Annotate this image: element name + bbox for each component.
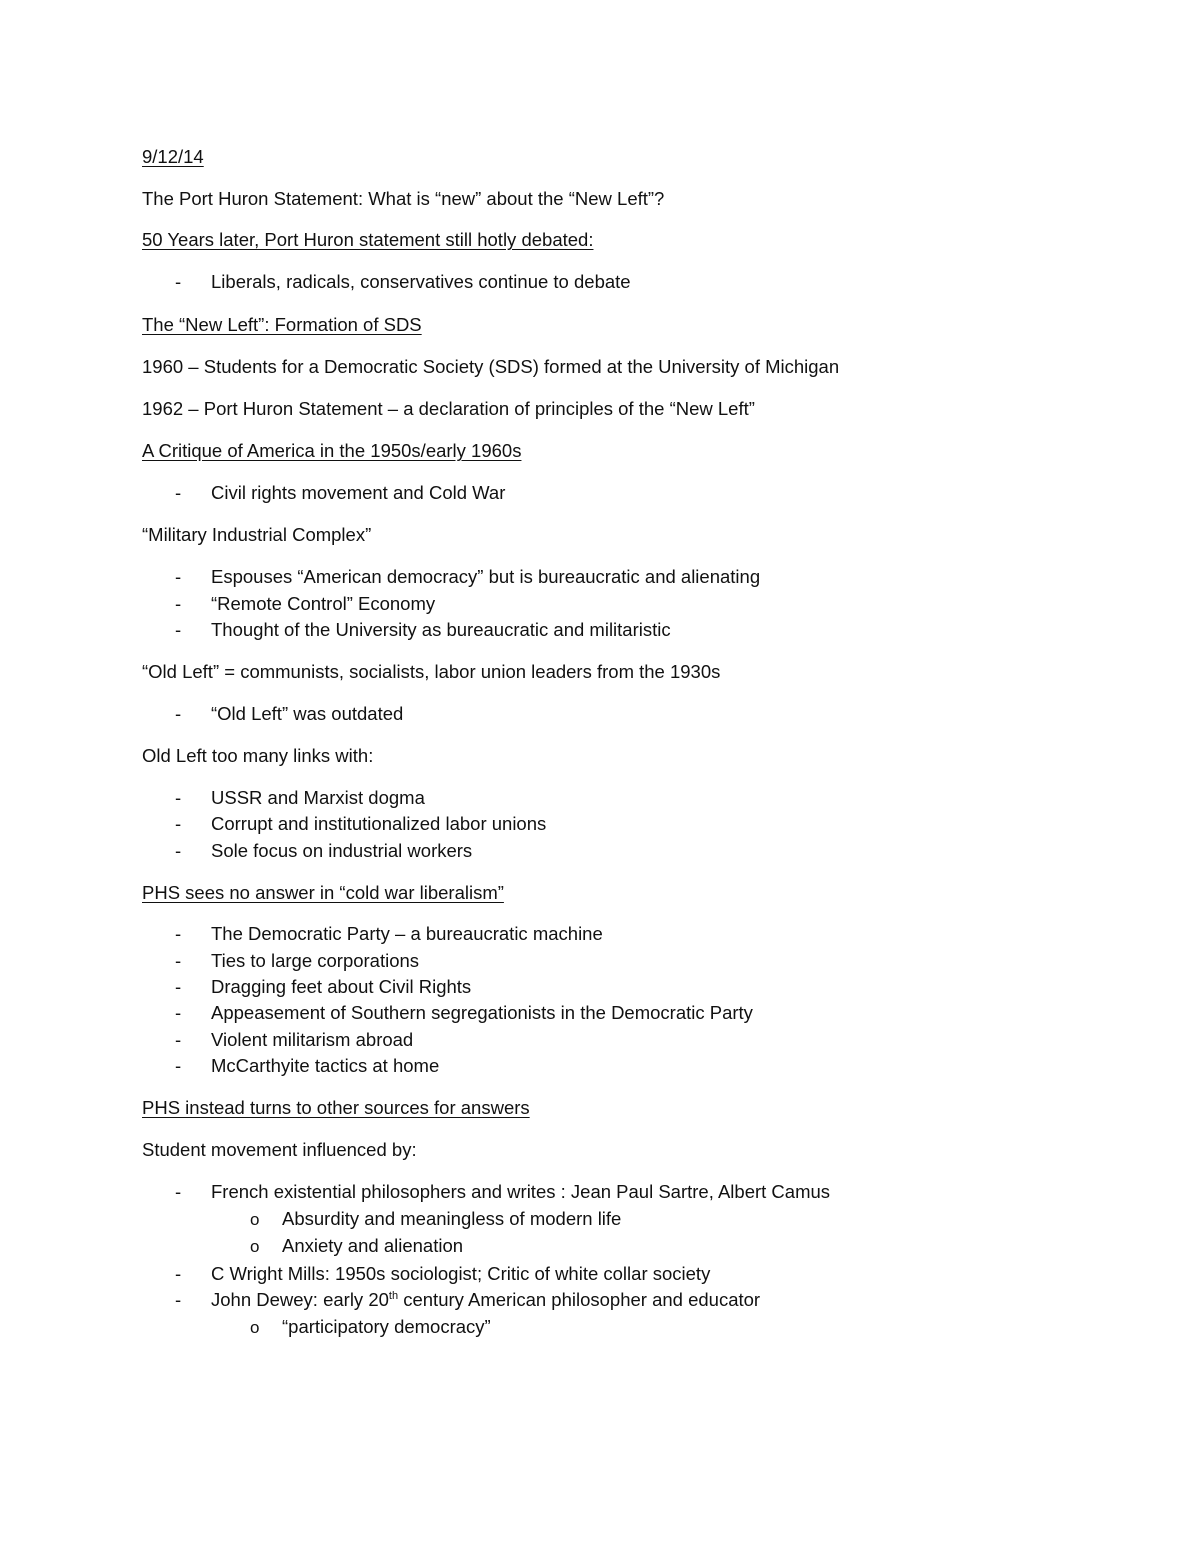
bullet-dash: - <box>175 1181 182 1202</box>
section-heading: PHS sees no answer in “cold war liberalism” <box>142 882 504 903</box>
bullet-dash: - <box>175 787 182 808</box>
bullet-dash: - <box>175 976 182 997</box>
bullet-dash: - <box>175 1055 182 1076</box>
bullet-dash: - <box>175 1029 182 1050</box>
bullet-dash: - <box>175 923 182 944</box>
bullet-dash: - <box>175 566 182 587</box>
bullet-text: C Wright Mills: 1950s sociologist; Critic of white collar society <box>211 1263 711 1284</box>
bullet-text: “Remote Control” Economy <box>211 593 436 614</box>
bullet-dash: - <box>175 1289 182 1310</box>
section-heading: PHS instead turns to other sources for answers <box>142 1097 530 1118</box>
bullet-text: The Democratic Party – a bureaucratic machine <box>211 923 603 944</box>
bullet-text: Dragging feet about Civil Rights <box>211 976 472 997</box>
bullet-text: French existential philosophers and writes : Jean Paul Sartre, Albert Camus <box>211 1181 831 1202</box>
bullet-dash: - <box>175 1002 182 1023</box>
bullet-text: Civil rights movement and Cold War <box>211 482 506 503</box>
paragraph: “Military Industrial Complex” <box>142 524 372 545</box>
page-title: The Port Huron Statement: What is “new” about the “New Left”? <box>142 188 665 209</box>
bullet-dash: - <box>175 703 182 724</box>
section-heading: A Critique of America in the 1950s/early 1960s <box>142 440 522 461</box>
bullet-text: Thought of the University as bureaucratic and militaristic <box>211 619 671 640</box>
sub-bullet-text: Anxiety and alienation <box>282 1235 464 1256</box>
bullet-dash: - <box>175 271 182 292</box>
bullet-dash: - <box>175 813 182 834</box>
bullet-text: Ties to large corporations <box>211 950 420 971</box>
paragraph: Old Left too many links with: <box>142 745 374 766</box>
dewey-text-start: John Dewey: early 20 <box>211 1289 389 1310</box>
sub-bullet-marker: o <box>250 1318 260 1337</box>
bullet-dash: - <box>175 482 182 503</box>
bullet-text: Espouses “American democracy” but is bureaucratic and alienating <box>211 566 761 587</box>
bullet-dash: - <box>175 1263 182 1284</box>
paragraph: 1962 – Port Huron Statement – a declaration of principles of the “New Left” <box>142 398 755 419</box>
paragraph: “Old Left” = communists, socialists, labor union leaders from the 1930s <box>142 661 721 682</box>
section-heading: The “New Left”: Formation of SDS <box>142 314 422 335</box>
bullet-dash: - <box>175 593 182 614</box>
bullet-text: Sole focus on industrial workers <box>211 840 473 861</box>
section-heading: 50 Years later, Port Huron statement still hotly debated: <box>142 229 594 250</box>
bullet-text: Violent militarism abroad <box>211 1029 414 1050</box>
sub-bullet-text: “participatory democracy” <box>282 1316 491 1337</box>
bullet-text: “Old Left” was outdated <box>211 703 404 724</box>
paragraph: 1960 – Students for a Democratic Society (SDS) formed at the University of Michigan <box>142 356 840 377</box>
bullet-text: Liberals, radicals, conservatives continue to debate <box>211 271 631 292</box>
sub-bullet-text: Absurdity and meaningless of modern life <box>282 1208 622 1229</box>
bullet-text: McCarthyite tactics at home <box>211 1055 440 1076</box>
paragraph: Student movement influenced by: <box>142 1139 417 1160</box>
bullet-text: Corrupt and institutionalized labor unions <box>211 813 547 834</box>
bullet-text: Appeasement of Southern segregationists in the Democratic Party <box>211 1002 753 1023</box>
sub-bullet-marker: o <box>250 1237 260 1256</box>
bullet-text-dewey <box>211 1289 760 1311</box>
bullet-dash: - <box>175 840 182 861</box>
bullet-text: USSR and Marxist dogma <box>211 787 425 808</box>
note-date: 9/12/14 <box>142 146 204 167</box>
bullet-dash: - <box>175 619 182 640</box>
dewey-text-rest: century American philosopher and educator <box>398 1289 761 1310</box>
ordinal-superscript: th <box>388 1289 399 1302</box>
sub-bullet-marker: o <box>250 1210 260 1229</box>
bullet-dash: - <box>175 950 182 971</box>
